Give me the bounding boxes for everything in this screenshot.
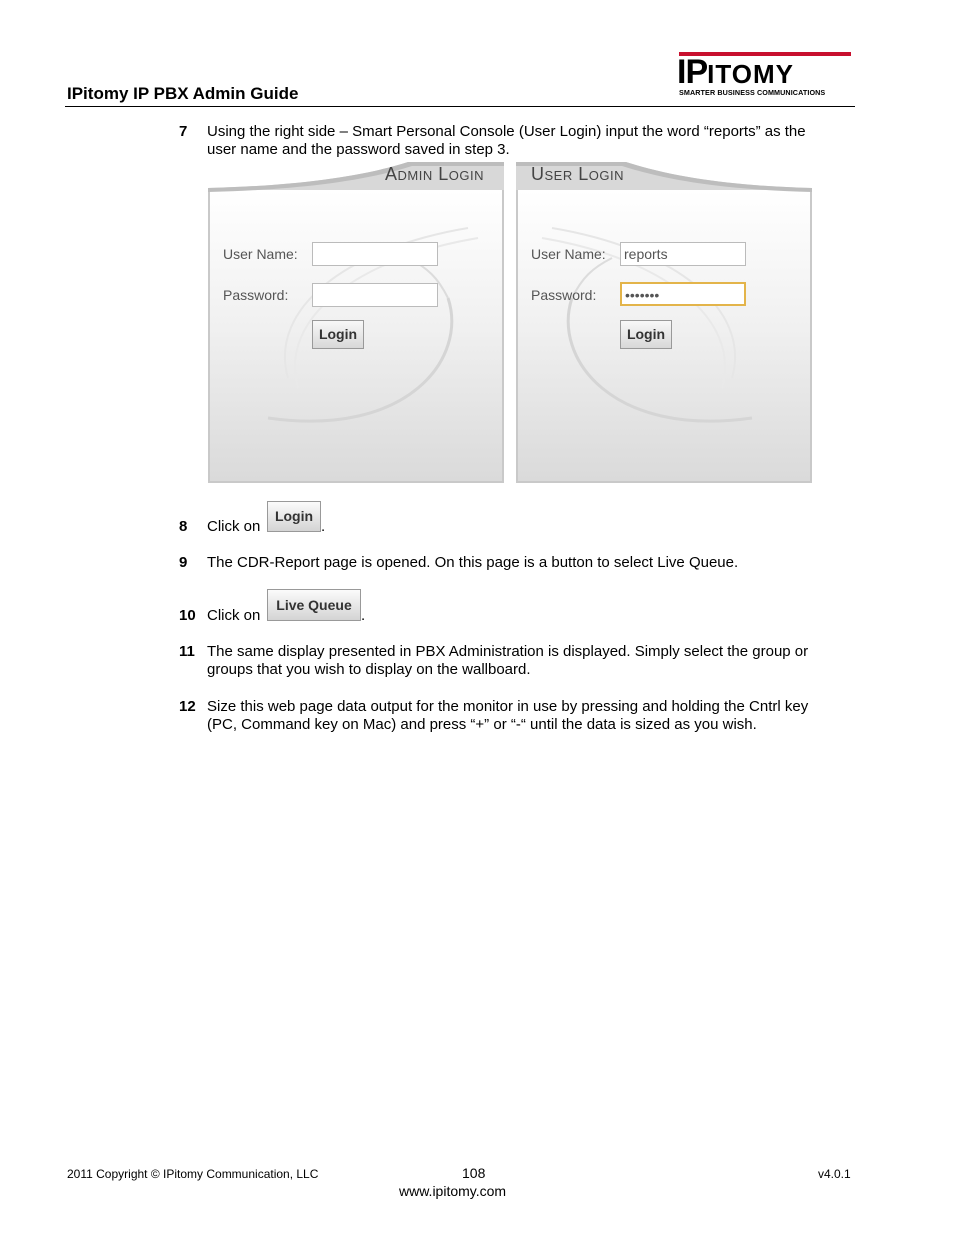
step-text: Click on (207, 607, 261, 624)
step-number: 10 (179, 607, 196, 624)
step-9 (179, 554, 829, 572)
step-7 (179, 123, 829, 159)
step-number: 11 (179, 643, 195, 660)
footer-copyright: 2011 Copyright © IPitomy Communication, LLC (67, 1167, 319, 1181)
live-queue-button-image: Live Queue (267, 589, 361, 621)
step-text: The same display presented in PBX Administration is displayed. Simply select the group or groups that you wish to display on the wallboard. (207, 643, 809, 678)
admin-login-panel (208, 160, 504, 483)
header-divider (65, 106, 855, 107)
page-number: 108 (462, 1165, 486, 1181)
username-label: User Name: (531, 246, 606, 262)
panel-title: Admin Login (385, 164, 484, 184)
step-number: 8 (179, 518, 188, 535)
password-label: Password: (531, 287, 597, 303)
step-11 (179, 643, 829, 679)
footer-url: www.ipitomy.com (399, 1183, 507, 1199)
step-text: Size this web page data output for the monitor in use by pressing and holding the Cntrl key (PC, Command key on Mac) and press “+” or “-“ until the data is sized as you wish. (207, 698, 809, 733)
step-period: . (361, 607, 366, 624)
admin-login-button[interactable]: Login (312, 320, 364, 349)
password-label: Password: (223, 287, 289, 303)
panel-title: User Login (531, 164, 624, 184)
step-number: 7 (179, 123, 188, 140)
user-login-button[interactable]: Login (620, 320, 672, 349)
step-number: 12 (179, 698, 196, 715)
footer-version: v4.0.1 (818, 1167, 851, 1181)
user-login-panel (516, 160, 812, 483)
username-label: User Name: (223, 246, 298, 262)
user-username-input[interactable]: reports (620, 242, 746, 266)
logo-wordmark: IPITOMY (677, 53, 794, 91)
logo-tagline: SMARTER BUSINESS COMMUNICATIONS (679, 88, 826, 97)
admin-password-input[interactable] (312, 283, 438, 307)
step-12 (179, 698, 829, 734)
login-button-image: Login (267, 501, 321, 532)
step-text: Click on (207, 518, 261, 535)
step-text: The CDR-Report page is opened. On this page is a button to select Live Queue. (207, 554, 739, 571)
step-text: Using the right side – Smart Personal Console (User Login) input the word “reports” as the user name and the password saved in step 3. (207, 123, 806, 158)
admin-username-input[interactable] (312, 242, 438, 266)
step-number: 9 (179, 554, 188, 571)
step-period: . (321, 518, 326, 535)
document-title: IPitomy IP PBX Admin Guide (67, 84, 299, 103)
user-password-input[interactable]: ••••••• (620, 282, 746, 306)
ipitomy-logo (677, 50, 853, 100)
